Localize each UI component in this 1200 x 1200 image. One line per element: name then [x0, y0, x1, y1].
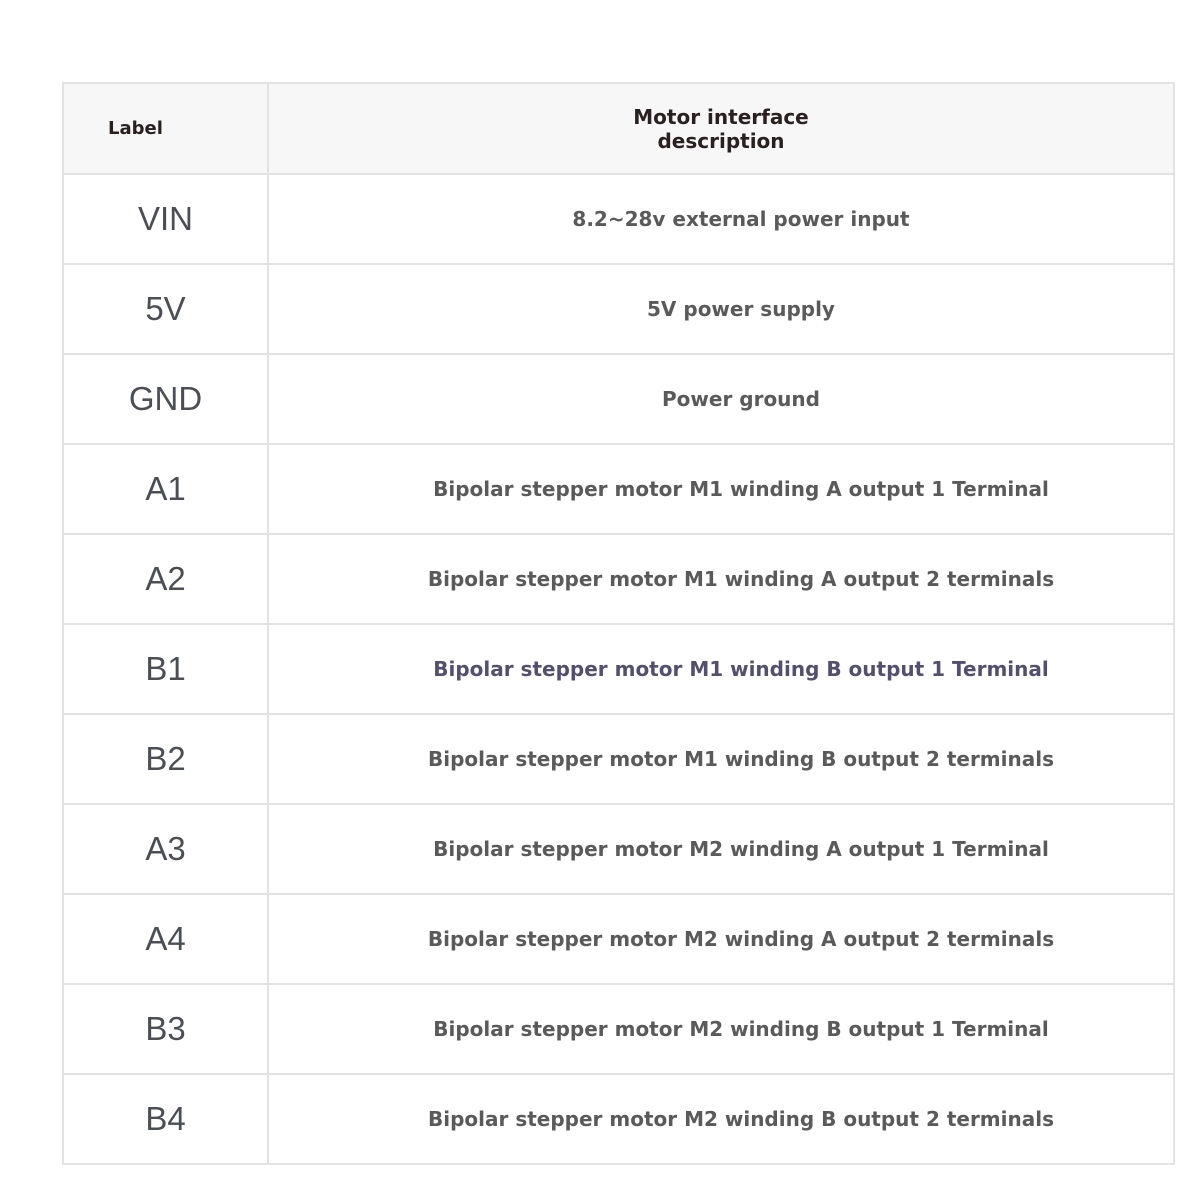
header-row: [63, 83, 1174, 174]
row-description: 8.2~28v external power input: [268, 174, 1174, 264]
table-row-gnd: [63, 354, 1174, 444]
row-label: B4: [63, 1074, 268, 1164]
header-description: [268, 83, 1174, 174]
row-description: Bipolar stepper motor M2 winding B output 2 terminals: [268, 1074, 1174, 1164]
row-label: B3: [63, 984, 268, 1074]
header-label: Label: [63, 83, 268, 174]
row-label: GND: [63, 354, 268, 444]
motor-interface-table: [62, 82, 1175, 1165]
row-description: Bipolar stepper motor M2 winding A output 1 Terminal: [268, 804, 1174, 894]
row-description: Bipolar stepper motor M1 winding B output 2 terminals: [268, 714, 1174, 804]
table-row-a2: [63, 534, 1174, 624]
table-row-vin: [63, 174, 1174, 264]
table-row-a1: [63, 444, 1174, 534]
table-row-b1: [63, 624, 1174, 714]
row-description: Bipolar stepper motor M1 winding A output 1 Terminal: [268, 444, 1174, 534]
row-description: Bipolar stepper motor M2 winding B output 1 Terminal: [268, 984, 1174, 1074]
table-row-a4: [63, 894, 1174, 984]
row-description: 5V power supply: [268, 264, 1174, 354]
table-row-b4: [63, 1074, 1174, 1164]
row-description: Bipolar stepper motor M2 winding A output 2 terminals: [268, 894, 1174, 984]
row-description: Bipolar stepper motor M1 winding A output 2 terminals: [268, 534, 1174, 624]
row-label: 5V: [63, 264, 268, 354]
table-row-b3: [63, 984, 1174, 1074]
row-description: Power ground: [268, 354, 1174, 444]
row-label: A1: [63, 444, 268, 534]
table-header: [63, 83, 1174, 174]
table-row-5v: [63, 264, 1174, 354]
row-label: B2: [63, 714, 268, 804]
table-row-b2: [63, 714, 1174, 804]
row-label: A4: [63, 894, 268, 984]
header-description-line1: Motor interface: [633, 104, 809, 129]
row-label: A2: [63, 534, 268, 624]
table-body: [63, 174, 1174, 1164]
row-label: VIN: [63, 174, 268, 264]
row-label: A3: [63, 804, 268, 894]
row-label: B1: [63, 624, 268, 714]
table-row-a3: [63, 804, 1174, 894]
header-description-line2: description: [657, 128, 785, 153]
row-description: Bipolar stepper motor M1 winding B output 1 Terminal: [268, 624, 1174, 714]
